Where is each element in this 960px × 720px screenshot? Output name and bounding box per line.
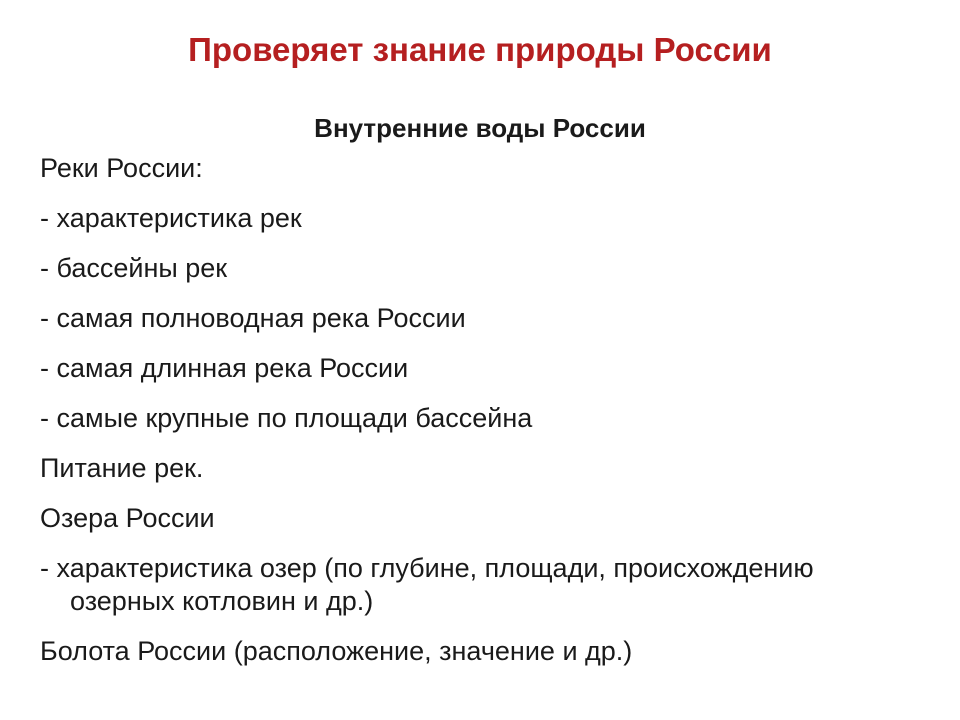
list-item: - характеристика рек	[40, 203, 302, 233]
list-item: - характеристика озер (по глубине, площади, происхождению озерных котловин и др.)	[40, 553, 814, 616]
list-item-lakes-heading: Озера России	[40, 503, 215, 533]
section-heading: Внутренние воды России	[314, 113, 646, 143]
slide-title: Проверяет знание природы России	[188, 31, 772, 68]
list-item-river-feeding: Питание рек.	[40, 453, 204, 483]
list-item: - бассейны рек	[40, 253, 228, 283]
list-item: - самая полноводная река России	[40, 303, 466, 333]
list-item: - самая длинная река России	[40, 353, 409, 383]
content-list	[40, 152, 920, 685]
list-item-swamps: Болота России (расположение, значение и др.)	[40, 636, 633, 666]
list-item-rivers-heading: Реки России:	[40, 153, 203, 183]
list-item: - самые крупные по площади бассейна	[40, 403, 533, 433]
